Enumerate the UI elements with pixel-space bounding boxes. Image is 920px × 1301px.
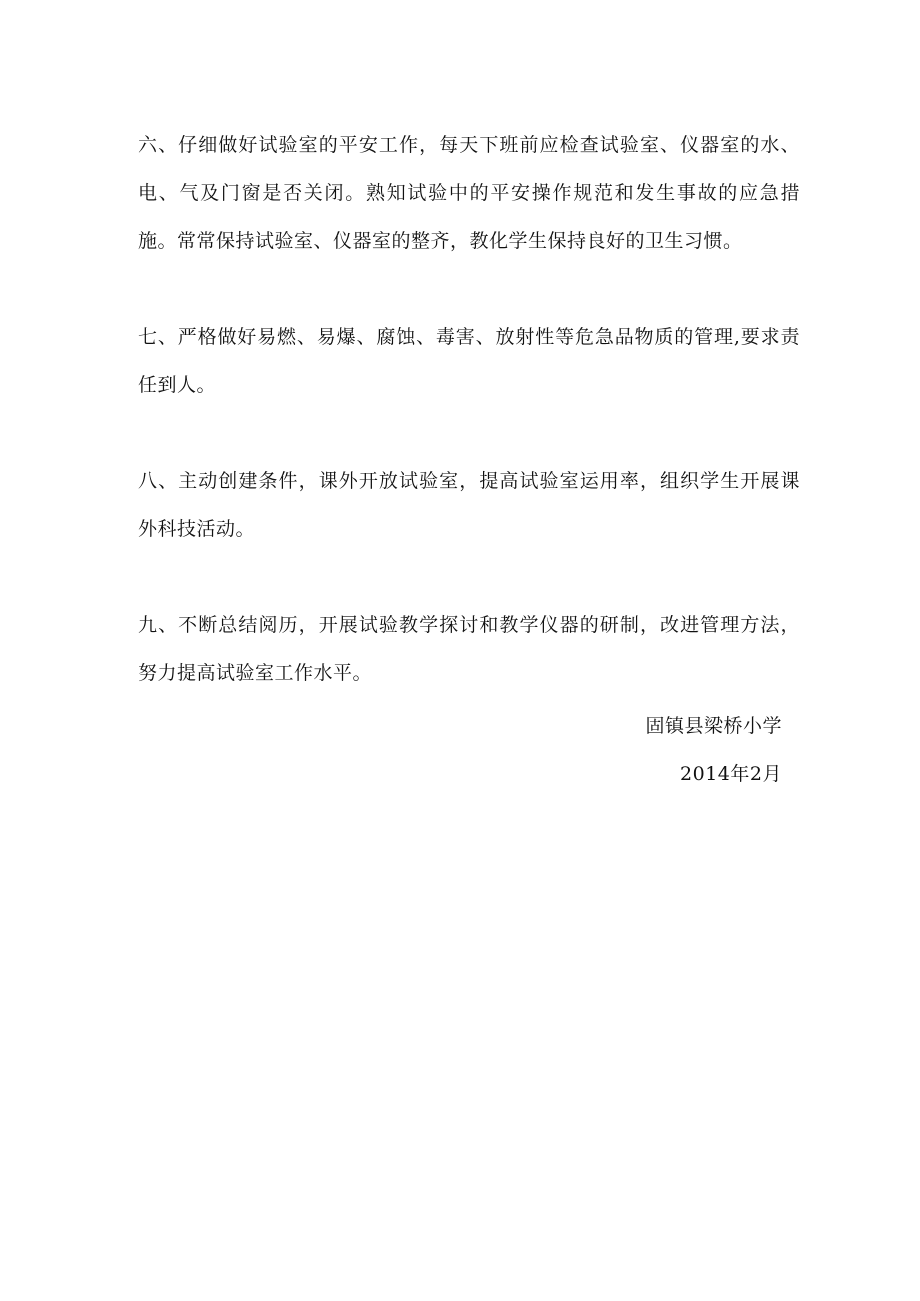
signature-organization: 固镇县梁桥小学 — [645, 715, 782, 737]
paragraph-9: 九、不断总结阅历，开展试验教学探讨和教学仪器的研制，改进管理方法，努力提高试验室工作水平。 — [138, 614, 800, 684]
document-body — [138, 121, 800, 745]
paragraph-8: 八、主动创建条件，课外开放试验室，提高试验室运用率，组织学生开展课外科技活动。 — [138, 470, 800, 540]
paragraph-6: 六、仔细做好试验室的平安工作，每天下班前应检查试验室、仪器室的水、电、气及门窗是否关闭。熟知试验中的平安操作规范和发生事故的应急措施。常常保持试验室、仪器室的整齐，教化学生保持良好的卫生习惯。 — [138, 134, 800, 252]
signature-date: 2014年2月 — [680, 763, 782, 785]
paragraph-7: 七、严格做好易燃、易爆、腐蚀、毒害、放射性等危急品物质的管理,要求责任到人。 — [138, 326, 800, 396]
signature-block — [645, 702, 782, 798]
